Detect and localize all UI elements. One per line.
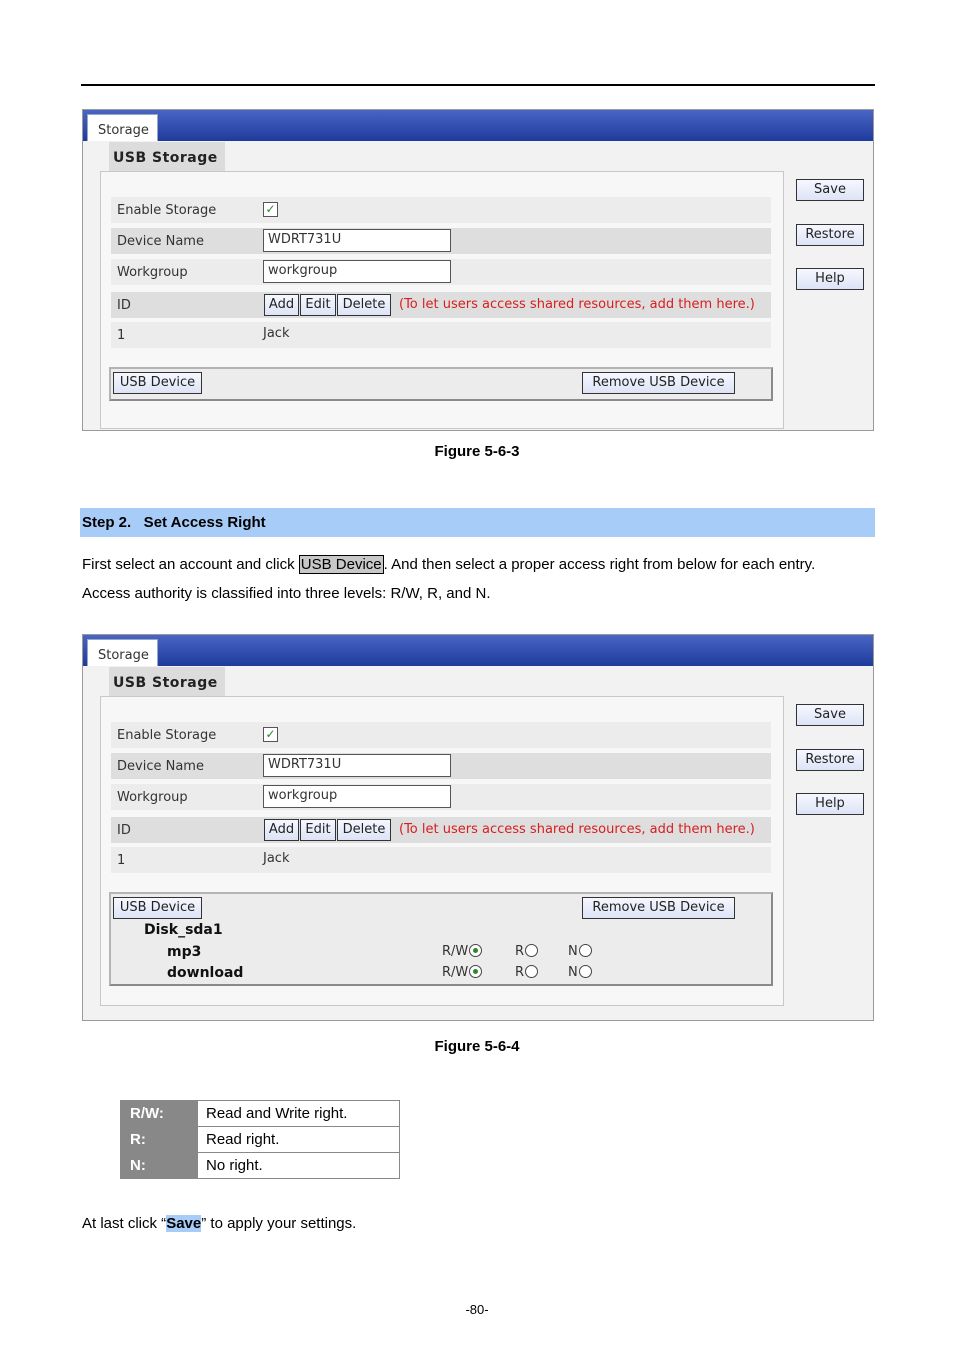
save-button[interactable]: Save — [796, 704, 864, 726]
id-header-row — [111, 817, 771, 843]
legend-key: N: — [121, 1153, 198, 1179]
figure-banner — [83, 110, 873, 141]
legend-description: Read right. — [198, 1127, 400, 1153]
edit-user-button[interactable]: Edit — [300, 294, 336, 316]
usb-device-box — [109, 367, 773, 401]
page-number: -80- — [465, 1302, 489, 1317]
enable-storage-checkbox[interactable]: ✓ — [263, 202, 278, 217]
radio-selected-icon[interactable] — [469, 965, 482, 978]
remove-usb-device-button[interactable]: Remove USB Device — [582, 372, 735, 394]
id-header-row — [111, 292, 771, 318]
tab-storage[interactable]: Storage — [87, 114, 158, 141]
user-name: Jack — [263, 326, 290, 341]
section-title: USB Storage — [109, 667, 225, 696]
perm-n-label: N — [568, 965, 578, 980]
perm-r-label: R — [515, 965, 525, 980]
device-name-row — [111, 228, 771, 254]
help-button[interactable]: Help — [796, 268, 864, 290]
usb-device-button[interactable]: USB Device — [113, 897, 202, 919]
restore-button[interactable]: Restore — [796, 749, 864, 771]
figure-caption: Figure 5-6-4 — [434, 1038, 520, 1055]
disk-name: Disk_sda1 — [144, 922, 223, 938]
delete-user-button[interactable]: Delete — [337, 294, 391, 316]
user-id: 1 — [117, 328, 126, 343]
usb-device-box — [109, 892, 773, 986]
add-user-button[interactable]: Add — [264, 819, 299, 841]
legend-description: Read and Write right. — [198, 1101, 400, 1127]
device-name-row — [111, 753, 771, 779]
remove-usb-device-button[interactable]: Remove USB Device — [582, 897, 735, 919]
access-levels-paragraph: Access authority is classified into three levels: R/W, R, and N. — [82, 585, 491, 602]
perm-r-option[interactable] — [515, 965, 538, 980]
save-button[interactable]: Save — [796, 179, 864, 201]
perm-n-option[interactable] — [568, 944, 592, 959]
figure-storage-access-rights — [82, 634, 874, 1021]
instruction-paragraph — [82, 555, 815, 574]
id-hint-text: (To let users access shared resources, add them here.) — [399, 822, 755, 837]
tab-storage[interactable]: Storage — [87, 639, 158, 666]
legend-row — [121, 1101, 400, 1127]
legend-key: R: — [121, 1127, 198, 1153]
workgroup-row — [111, 784, 771, 810]
help-button[interactable]: Help — [796, 793, 864, 815]
enable-storage-label: Enable Storage — [117, 728, 217, 743]
radio-icon[interactable] — [525, 965, 538, 978]
section-title: USB Storage — [109, 142, 225, 171]
restore-button[interactable]: Restore — [796, 224, 864, 246]
enable-storage-row — [111, 722, 771, 748]
radio-icon[interactable] — [579, 944, 592, 957]
legend-row — [121, 1153, 400, 1179]
save-reference: Save — [166, 1215, 202, 1232]
user-row[interactable] — [111, 847, 771, 873]
workgroup-label: Workgroup — [117, 265, 188, 280]
para-text-start: First select an account and click — [82, 556, 299, 573]
folder-name: download — [167, 965, 244, 981]
radio-selected-icon[interactable] — [469, 944, 482, 957]
add-user-button[interactable]: Add — [264, 294, 299, 316]
closing-text-end: ” to apply your settings. — [201, 1215, 357, 1232]
edit-user-button[interactable]: Edit — [300, 819, 336, 841]
access-rights-legend — [120, 1100, 400, 1179]
perm-r-label: R — [515, 944, 525, 959]
usb-device-reference: USB Device — [300, 556, 382, 573]
radio-icon[interactable] — [525, 944, 538, 957]
id-label: ID — [117, 823, 131, 838]
radio-icon[interactable] — [579, 965, 592, 978]
step-heading — [80, 508, 875, 537]
user-row[interactable] — [111, 322, 771, 348]
settings-panel — [100, 696, 784, 1006]
perm-r-option[interactable] — [515, 944, 538, 959]
user-id: 1 — [117, 853, 126, 868]
closing-instruction — [82, 1215, 356, 1232]
device-name-label: Device Name — [117, 234, 204, 249]
workgroup-input[interactable]: workgroup — [263, 785, 451, 808]
id-hint-text: (To let users access shared resources, add them here.) — [399, 297, 755, 312]
figure-caption: Figure 5-6-3 — [434, 443, 520, 460]
perm-rw-label: R/W — [442, 965, 469, 980]
legend-description: No right. — [198, 1153, 400, 1179]
delete-user-button[interactable]: Delete — [337, 819, 391, 841]
id-label: ID — [117, 298, 131, 313]
closing-text-start: At last click “ — [82, 1215, 167, 1232]
folder-name: mp3 — [167, 944, 202, 960]
perm-rw-label: R/W — [442, 944, 469, 959]
user-name: Jack — [263, 851, 290, 866]
enable-storage-label: Enable Storage — [117, 203, 217, 218]
usb-device-button[interactable]: USB Device — [113, 372, 202, 394]
para-text-end: . And then select a proper access right from below for each entry. — [383, 556, 816, 573]
perm-rw-option[interactable] — [442, 965, 482, 980]
figure-storage-settings — [82, 109, 874, 431]
figure-banner — [83, 635, 873, 666]
device-name-input[interactable]: WDRT731U — [263, 754, 451, 777]
workgroup-input[interactable]: workgroup — [263, 260, 451, 283]
legend-key: R/W: — [121, 1101, 198, 1127]
workgroup-label: Workgroup — [117, 790, 188, 805]
settings-panel — [100, 171, 784, 429]
header-rule — [81, 84, 875, 86]
workgroup-row — [111, 259, 771, 285]
step-title: Step 2. Set Access Right — [82, 514, 266, 531]
perm-n-label: N — [568, 944, 578, 959]
perm-n-option[interactable] — [568, 965, 592, 980]
perm-rw-option[interactable] — [442, 944, 482, 959]
device-name-label: Device Name — [117, 759, 204, 774]
legend-row — [121, 1127, 400, 1153]
enable-storage-checkbox[interactable]: ✓ — [263, 727, 278, 742]
device-name-input[interactable]: WDRT731U — [263, 229, 451, 252]
enable-storage-row — [111, 197, 771, 223]
